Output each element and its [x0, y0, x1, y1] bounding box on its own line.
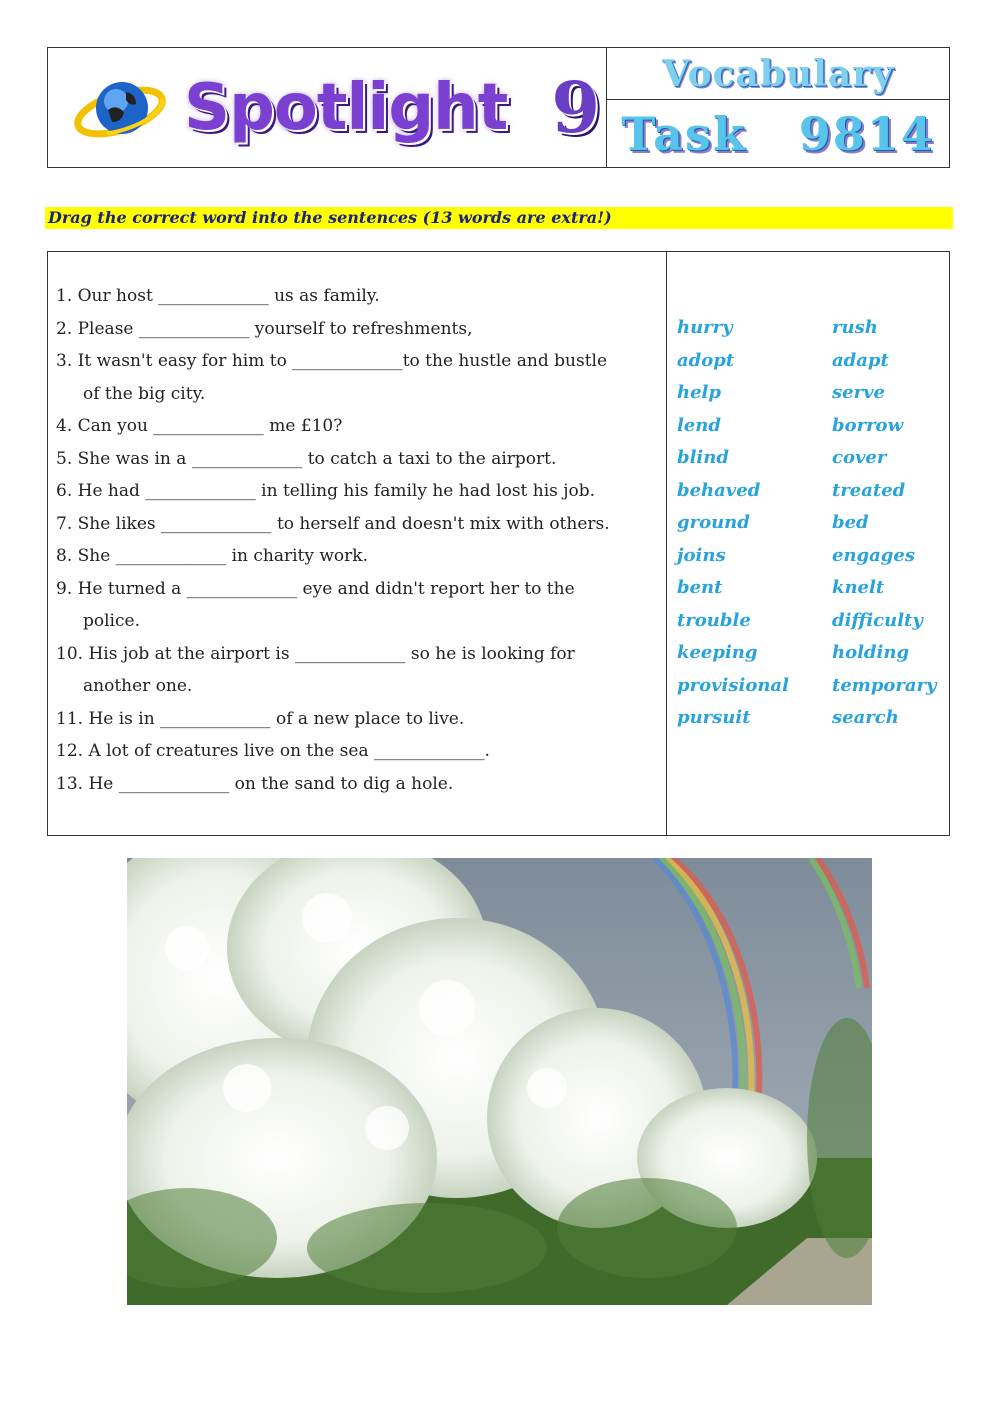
word-bank-row — [677, 379, 949, 412]
sentence-list — [48, 252, 667, 835]
sentence-line: police. — [83, 611, 140, 631]
word-bank-row — [677, 574, 949, 607]
sentence-line: of the big city. — [83, 383, 206, 404]
globe-logo-icon — [74, 68, 166, 148]
word-chip[interactable]: borrow — [832, 414, 904, 436]
word-chip[interactable]: bed — [832, 512, 869, 533]
instruction-banner: Drag the correct word into the sentences (13 words are extra!) — [45, 207, 953, 229]
sentence-line[interactable]: 2. Please _____________ yourself to refreshments, — [56, 318, 473, 339]
sentence-line[interactable]: 11. He is in _____________ of a new place to live. — [56, 708, 465, 729]
sentence-line[interactable]: 13. He _____________ on the sand to dig a hole. — [56, 773, 454, 794]
word-chip[interactable]: ground — [677, 512, 750, 533]
word-bank-row — [677, 444, 949, 477]
sentence-line[interactable]: 4. Can you _____________ me £10? — [56, 416, 343, 436]
word-chip[interactable]: rush — [832, 317, 878, 338]
word-chip[interactable]: bent — [677, 577, 723, 598]
task-panel — [607, 48, 949, 167]
word-bank-row — [677, 412, 949, 445]
word-bank-row — [677, 347, 949, 380]
word-bank-row — [677, 704, 949, 737]
word-bank-row — [677, 639, 949, 672]
word-chip[interactable]: pursuit — [677, 707, 751, 728]
sentence-line[interactable]: 8. She _____________ in charity work. — [56, 546, 369, 566]
task-number: 9814 — [798, 106, 935, 161]
sentence-line[interactable]: 3. It wasn't easy for him to _____________to the hustle and bustle — [56, 351, 608, 371]
word-chip[interactable]: behaved — [677, 479, 761, 501]
sentence-line[interactable]: 7. She likes _____________ to herself and doesn't mix with others. — [56, 513, 610, 534]
sentence-line[interactable]: 1. Our host _____________ us as family. — [56, 286, 380, 306]
word-chip[interactable]: engages — [832, 544, 915, 566]
task-label: Task — [621, 106, 747, 161]
word-chip[interactable]: adopt — [677, 349, 735, 371]
level-number: 9 — [551, 65, 601, 149]
word-chip[interactable]: treated — [832, 479, 906, 501]
sentence-line[interactable]: 12. A lot of creatures live on the sea _____________. — [56, 741, 490, 761]
word-bank-row — [677, 509, 949, 542]
word-bank — [667, 252, 949, 835]
word-chip[interactable]: cover — [832, 447, 887, 468]
word-chip[interactable]: holding — [832, 642, 910, 663]
word-chip[interactable]: hurry — [677, 317, 733, 338]
word-bank-row — [677, 314, 949, 347]
word-bank-row — [677, 672, 949, 705]
word-chip[interactable]: joins — [677, 544, 726, 566]
header — [47, 47, 950, 168]
logo-area — [48, 48, 607, 167]
sentence-line[interactable]: 9. He turned a _____________ eye and didn't report her to the — [56, 578, 575, 599]
word-chip[interactable]: temporary — [832, 674, 937, 696]
word-chip[interactable]: provisional — [677, 674, 789, 696]
exercise-table — [47, 251, 950, 836]
sentence-line: another one. — [83, 676, 193, 696]
word-chip[interactable]: serve — [832, 382, 885, 403]
word-bank-row — [677, 542, 949, 575]
word-bank-row — [677, 607, 949, 640]
blossom-rainbow-photo — [127, 858, 872, 1305]
word-chip[interactable]: difficulty — [832, 609, 923, 631]
task-cell — [607, 100, 949, 167]
word-chip[interactable]: search — [832, 707, 899, 728]
word-chip[interactable]: adapt — [832, 349, 889, 371]
word-chip[interactable]: keeping — [677, 642, 758, 663]
word-chip[interactable]: trouble — [677, 609, 751, 631]
word-chip[interactable]: help — [677, 382, 721, 403]
sentence-line[interactable]: 5. She was in a _____________ to catch a taxi to the airport. — [56, 448, 557, 469]
word-bank-row — [677, 477, 949, 510]
word-chip[interactable]: knelt — [832, 577, 885, 598]
sentence-line[interactable]: 6. He had _____________ in telling his family he had lost his job. — [56, 481, 596, 501]
category-label: Vocabulary — [661, 52, 895, 95]
sentence-line[interactable]: 10. His job at the airport is _____________ so he is looking for — [56, 643, 575, 664]
brand-title: Spotlight — [184, 70, 508, 145]
category-cell — [607, 48, 949, 100]
word-chip[interactable]: lend — [677, 414, 721, 436]
word-chip[interactable]: blind — [677, 447, 729, 468]
